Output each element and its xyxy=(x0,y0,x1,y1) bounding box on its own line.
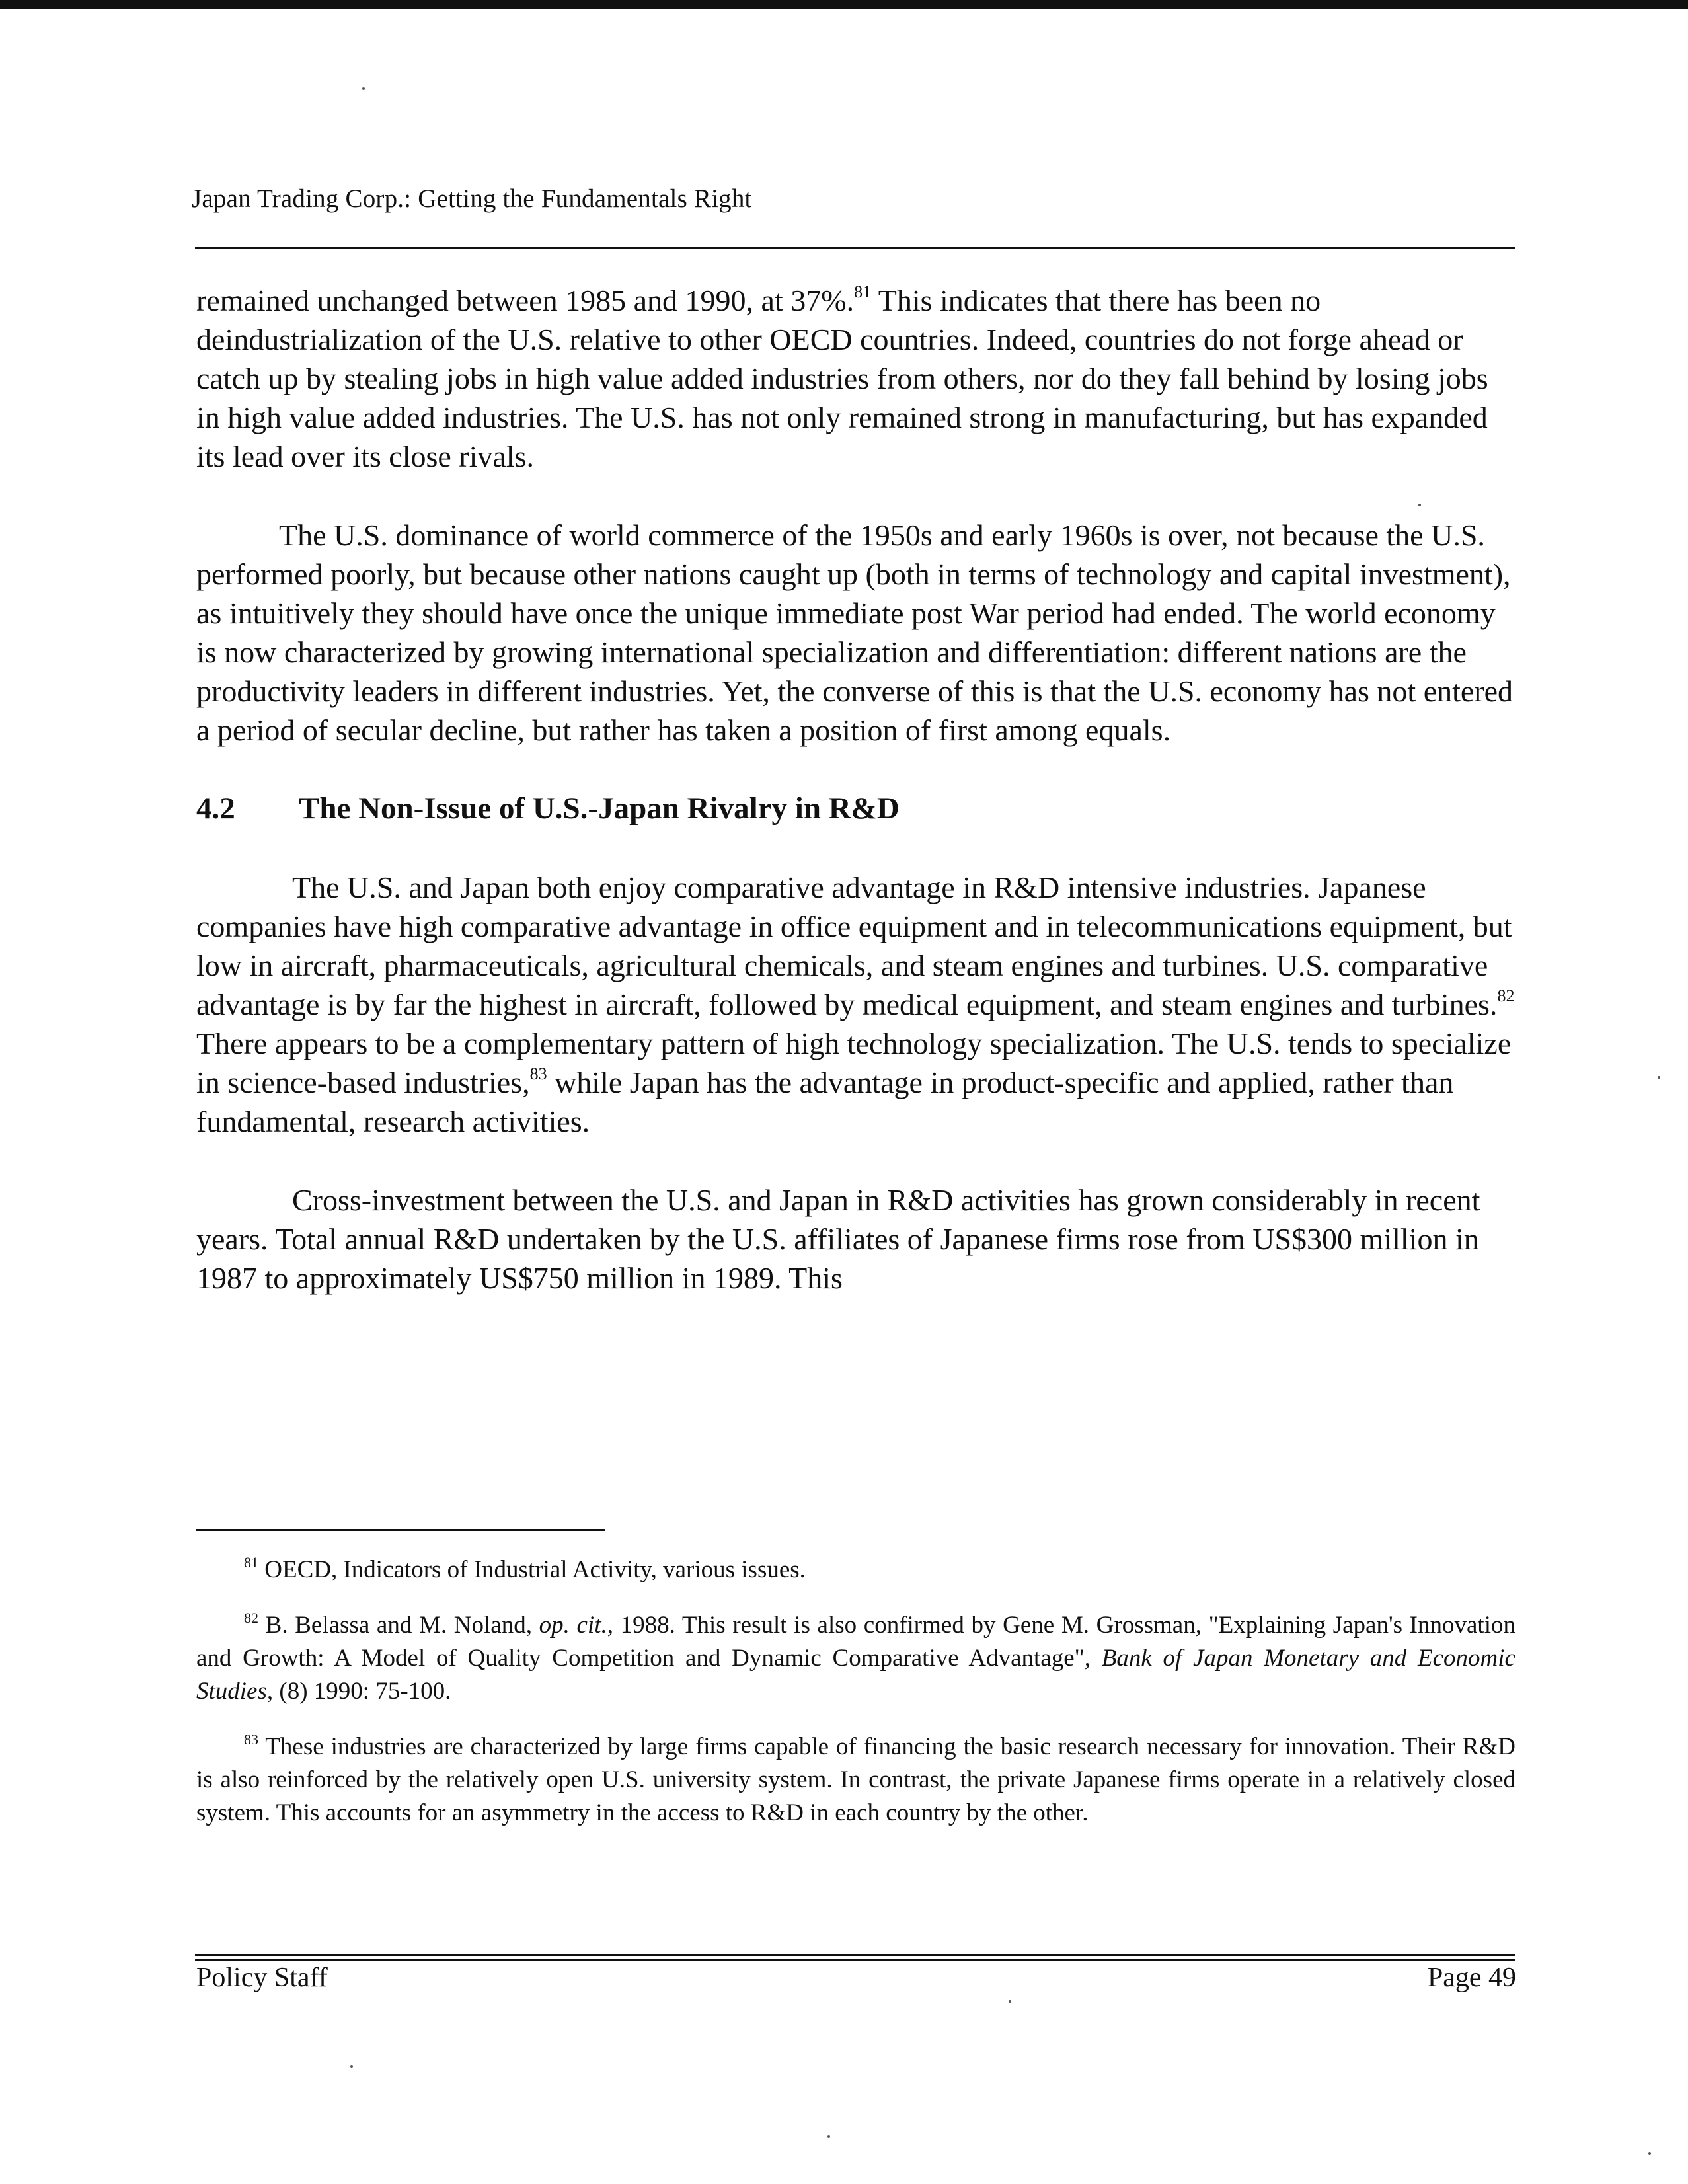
footer-left: Policy Staff xyxy=(196,1963,328,1993)
paragraph-3-text-c: while Japan has the advantage in product-specific and applied, rather than fundamental, research activities. xyxy=(196,1066,1454,1138)
footnote-82-text-b: , 1988. This result is also confirmed by Gene M. Grossman, "Explaining Japan's Innovation and Growth: A Model of Quality Competition and Dynamic Comparative Advantage", xyxy=(196,1612,1515,1672)
footnotes xyxy=(196,1553,1515,1852)
footnote-ref-81[interactable]: 81 xyxy=(854,282,872,301)
scan-speck xyxy=(1658,1076,1660,1079)
paragraph-1-text-a: remained unchanged between 1985 and 1990, at 37%. xyxy=(196,284,855,317)
paragraph-1 xyxy=(196,281,1518,476)
footnote-83-number: 83 xyxy=(244,1731,258,1748)
paragraph-3-text-b: There appears to be a complementary pattern of high technology specialization. The U.S. tends to specialize in science-based industries, xyxy=(196,1027,1512,1099)
paragraph-1-text-b: This indicates that there has been no deindustrialization of the U.S. relative to other OECD countries. Indeed, countries do not forge ahead or catch up by stealing jobs in high value added industries from others, nor do they fall behind by losing jobs in high value added industries. The U.S. has not only remained strong in manufacturing, but has expanded its lead over its close rivals. xyxy=(196,284,1488,473)
scan-speck xyxy=(1648,2152,1651,2155)
footnote-82-text-a: B. Belassa and M. Noland, xyxy=(258,1612,539,1639)
section-title: The Non-Issue of U.S.-Japan Rivalry in R&D xyxy=(299,791,900,826)
footnote-81-text: OECD, Indicators of Industrial Activity, various issues. xyxy=(258,1556,806,1583)
footnote-81-number: 81 xyxy=(244,1553,258,1571)
footnote-rule xyxy=(196,1529,605,1531)
running-header: Japan Trading Corp.: Getting the Fundamentals Right xyxy=(192,184,752,213)
footnote-83 xyxy=(196,1731,1515,1830)
scan-speck xyxy=(1009,2000,1011,2003)
header-rule xyxy=(195,247,1515,249)
footnote-ref-83[interactable]: 83 xyxy=(529,1064,547,1083)
body-text xyxy=(196,281,1518,1337)
footnote-82-italic-b: Bank of Japan Monetary and Economic Studies xyxy=(196,1645,1515,1705)
paragraph-3-text-a: The U.S. and Japan both enjoy comparative advantage in R&D intensive industries. Japanese companies have high comparative advantage in office equipment and in telecommunications equipment, but low in aircraft, pharmaceuticals, agricultural chemicals, and steam engines and turbines. U.S. comparative advantage is by far the highest in aircraft, followed by medical equipment, and steam engines and turbines. xyxy=(196,871,1512,1021)
footnote-82-italic-a: op. cit. xyxy=(539,1612,607,1639)
scan-speck xyxy=(362,87,365,90)
section-heading xyxy=(196,789,1518,828)
paragraph-4: Cross-investment between the U.S. and Japan in R&D activities has grown considerably in recent years. Total annual R&D undertaken by the U.S. affiliates of Japanese firms rose from US$300 million in 1987 to approximately US$750 million in 1989. This xyxy=(196,1183,1480,1295)
scan-speck xyxy=(1418,504,1421,506)
scan-speck xyxy=(827,2135,830,2138)
footnote-81 xyxy=(196,1553,1515,1586)
footnote-82-text-c: , (8) 1990: 75-100. xyxy=(266,1678,451,1705)
footnote-83-text: These industries are characterized by large firms capable of financing the basic research necessary for innovation. Their R&D is also reinforced by the relatively open U.S. university system. In contrast, the private Japanese firms operate in a relatively closed system. This accounts for an asymmetry in the access to R&D in each country by the other. xyxy=(196,1733,1515,1826)
footer-rule-top xyxy=(195,1954,1515,1956)
footnote-82 xyxy=(196,1609,1515,1708)
paragraph-2: The U.S. dominance of world commerce of the 1950s and early 1960s is over, not because the U.S. performed poorly, but because other nations caught up (both in terms of technology and capital investment), as intuitively they should have once the unique immediate post War period had ended. The world economy is now characterized by growing international specialization and differentiation: different nations are the productivity leaders in different industries. Yet, the converse of this is that the U.S. economy has not entered a period of secular decline, but rather has taken a position of first among equals. xyxy=(196,518,1514,747)
section-number: 4.2 xyxy=(196,791,235,826)
top-border xyxy=(0,0,1688,9)
footnote-82-number: 82 xyxy=(244,1609,258,1626)
scan-speck xyxy=(350,2065,353,2068)
footnote-ref-82[interactable]: 82 xyxy=(1497,986,1515,1005)
footer-rule-bottom xyxy=(195,1959,1515,1961)
page-number: Page 49 xyxy=(1427,1963,1516,1993)
paragraph-3 xyxy=(196,868,1518,1141)
